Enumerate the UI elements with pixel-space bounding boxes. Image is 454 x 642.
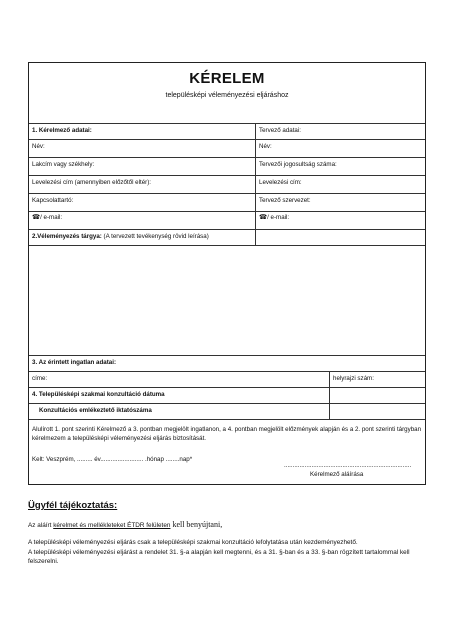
property-address-field[interactable]: címe: — [32, 375, 48, 382]
applicant-email-label: / e-mail: — [40, 214, 63, 221]
form-header — [29, 63, 425, 123]
designer-email-field[interactable] — [259, 215, 289, 222]
designer-section-title: Tervező adatai: — [259, 127, 301, 134]
consultation-reference-label: Konzultációs emlékeztető iktatószáma — [39, 407, 152, 414]
section2-title: 2.Véleményezés tárgya: — [32, 233, 102, 240]
divider — [29, 123, 425, 124]
column-divider — [329, 387, 330, 419]
designer-name-field[interactable]: Név: — [259, 143, 272, 150]
divider — [29, 419, 425, 420]
divider — [29, 355, 425, 356]
signature-line: .......................................................................... — [284, 462, 412, 469]
info-line-regulation: A településképi véleményezési eljárást a rendelet 31. §-a alapján kell megtenni, és a 31. §-ban és a 33. §-ban rögzített tartalommal kell felszerelni. — [28, 549, 410, 565]
info-line-consultation: A településképi véleményezési eljárás csak a településképi szakmai konzultáció lefolytatása után kezdeményezhető. — [28, 539, 358, 546]
designer-organization-field[interactable]: Tervező szervezet: — [259, 197, 311, 204]
subject-description-area[interactable] — [29, 246, 425, 354]
applicant-email-field[interactable] — [32, 215, 62, 222]
section4-title: 4. Településképi szakmai konzultáció dátuma — [32, 391, 165, 398]
designer-license-field[interactable]: Tervezői jogosultság száma: — [259, 161, 337, 168]
phone-icon: ☎ — [259, 214, 268, 221]
applicant-mail-address-field[interactable]: Levelezési cím (amennyiben előzőtől eltér): — [32, 179, 151, 186]
divider — [29, 229, 425, 230]
phone-icon: ☎ — [32, 214, 41, 221]
info-line-submission — [28, 521, 222, 531]
section3-title: 3. Az érintett ingatlan adatai: — [32, 359, 117, 366]
form-subtitle: településképi véleményezési eljáráshoz — [165, 92, 289, 99]
application-form — [28, 62, 426, 485]
info-line1-suffix: kell benyújtani, — [170, 520, 223, 529]
applicant-name-field[interactable]: Név: — [32, 143, 45, 150]
column-divider — [329, 371, 330, 387]
divider — [29, 211, 425, 212]
info-title: Ügyfél tájékoztatás: — [28, 500, 118, 511]
applicant-address-field[interactable]: Lakcím vagy székhely: — [32, 161, 95, 168]
section1-title: 1. Kérelmező adatai: — [32, 127, 92, 134]
divider — [29, 387, 425, 388]
designer-email-label: / e-mail: — [267, 214, 290, 221]
info-line1-prefix: Az aláírt — [28, 522, 54, 529]
applicant-contact-field[interactable]: Kapcsolattartó: — [32, 197, 74, 204]
divider — [29, 403, 425, 404]
section2-heading — [32, 234, 209, 240]
divider — [29, 371, 425, 372]
date-line[interactable]: Kelt: Veszprém, ......... év......................... .hónap ........nap* — [32, 456, 193, 463]
column-divider — [255, 123, 256, 245]
signature-label: Kérelmező aláírása — [310, 471, 364, 478]
form-title: KÉRELEM — [189, 70, 265, 87]
etdr-link[interactable]: kérelmet és mellékleteket ÉTDR felületen — [53, 522, 171, 529]
divider — [29, 139, 425, 140]
property-lot-number-field[interactable]: helyrajzi szám: — [333, 375, 374, 382]
divider — [29, 193, 425, 194]
designer-mail-address-field[interactable]: Levelezési cím: — [259, 179, 302, 186]
declaration-text: Alulírott 1. pont szerinti Kérelmező a 3. pontban megjelölt ingatlanon, a 4. pontban megjelölt előzmények alapján és a 2. pont szerinti tárgyban kérelmezem a településképi véleményezési eljárás biztosítását. — [32, 426, 422, 442]
section2-note: (A tervezett tevékenység rövid leírása) — [101, 233, 209, 240]
divider — [29, 175, 425, 176]
divider — [29, 157, 425, 158]
